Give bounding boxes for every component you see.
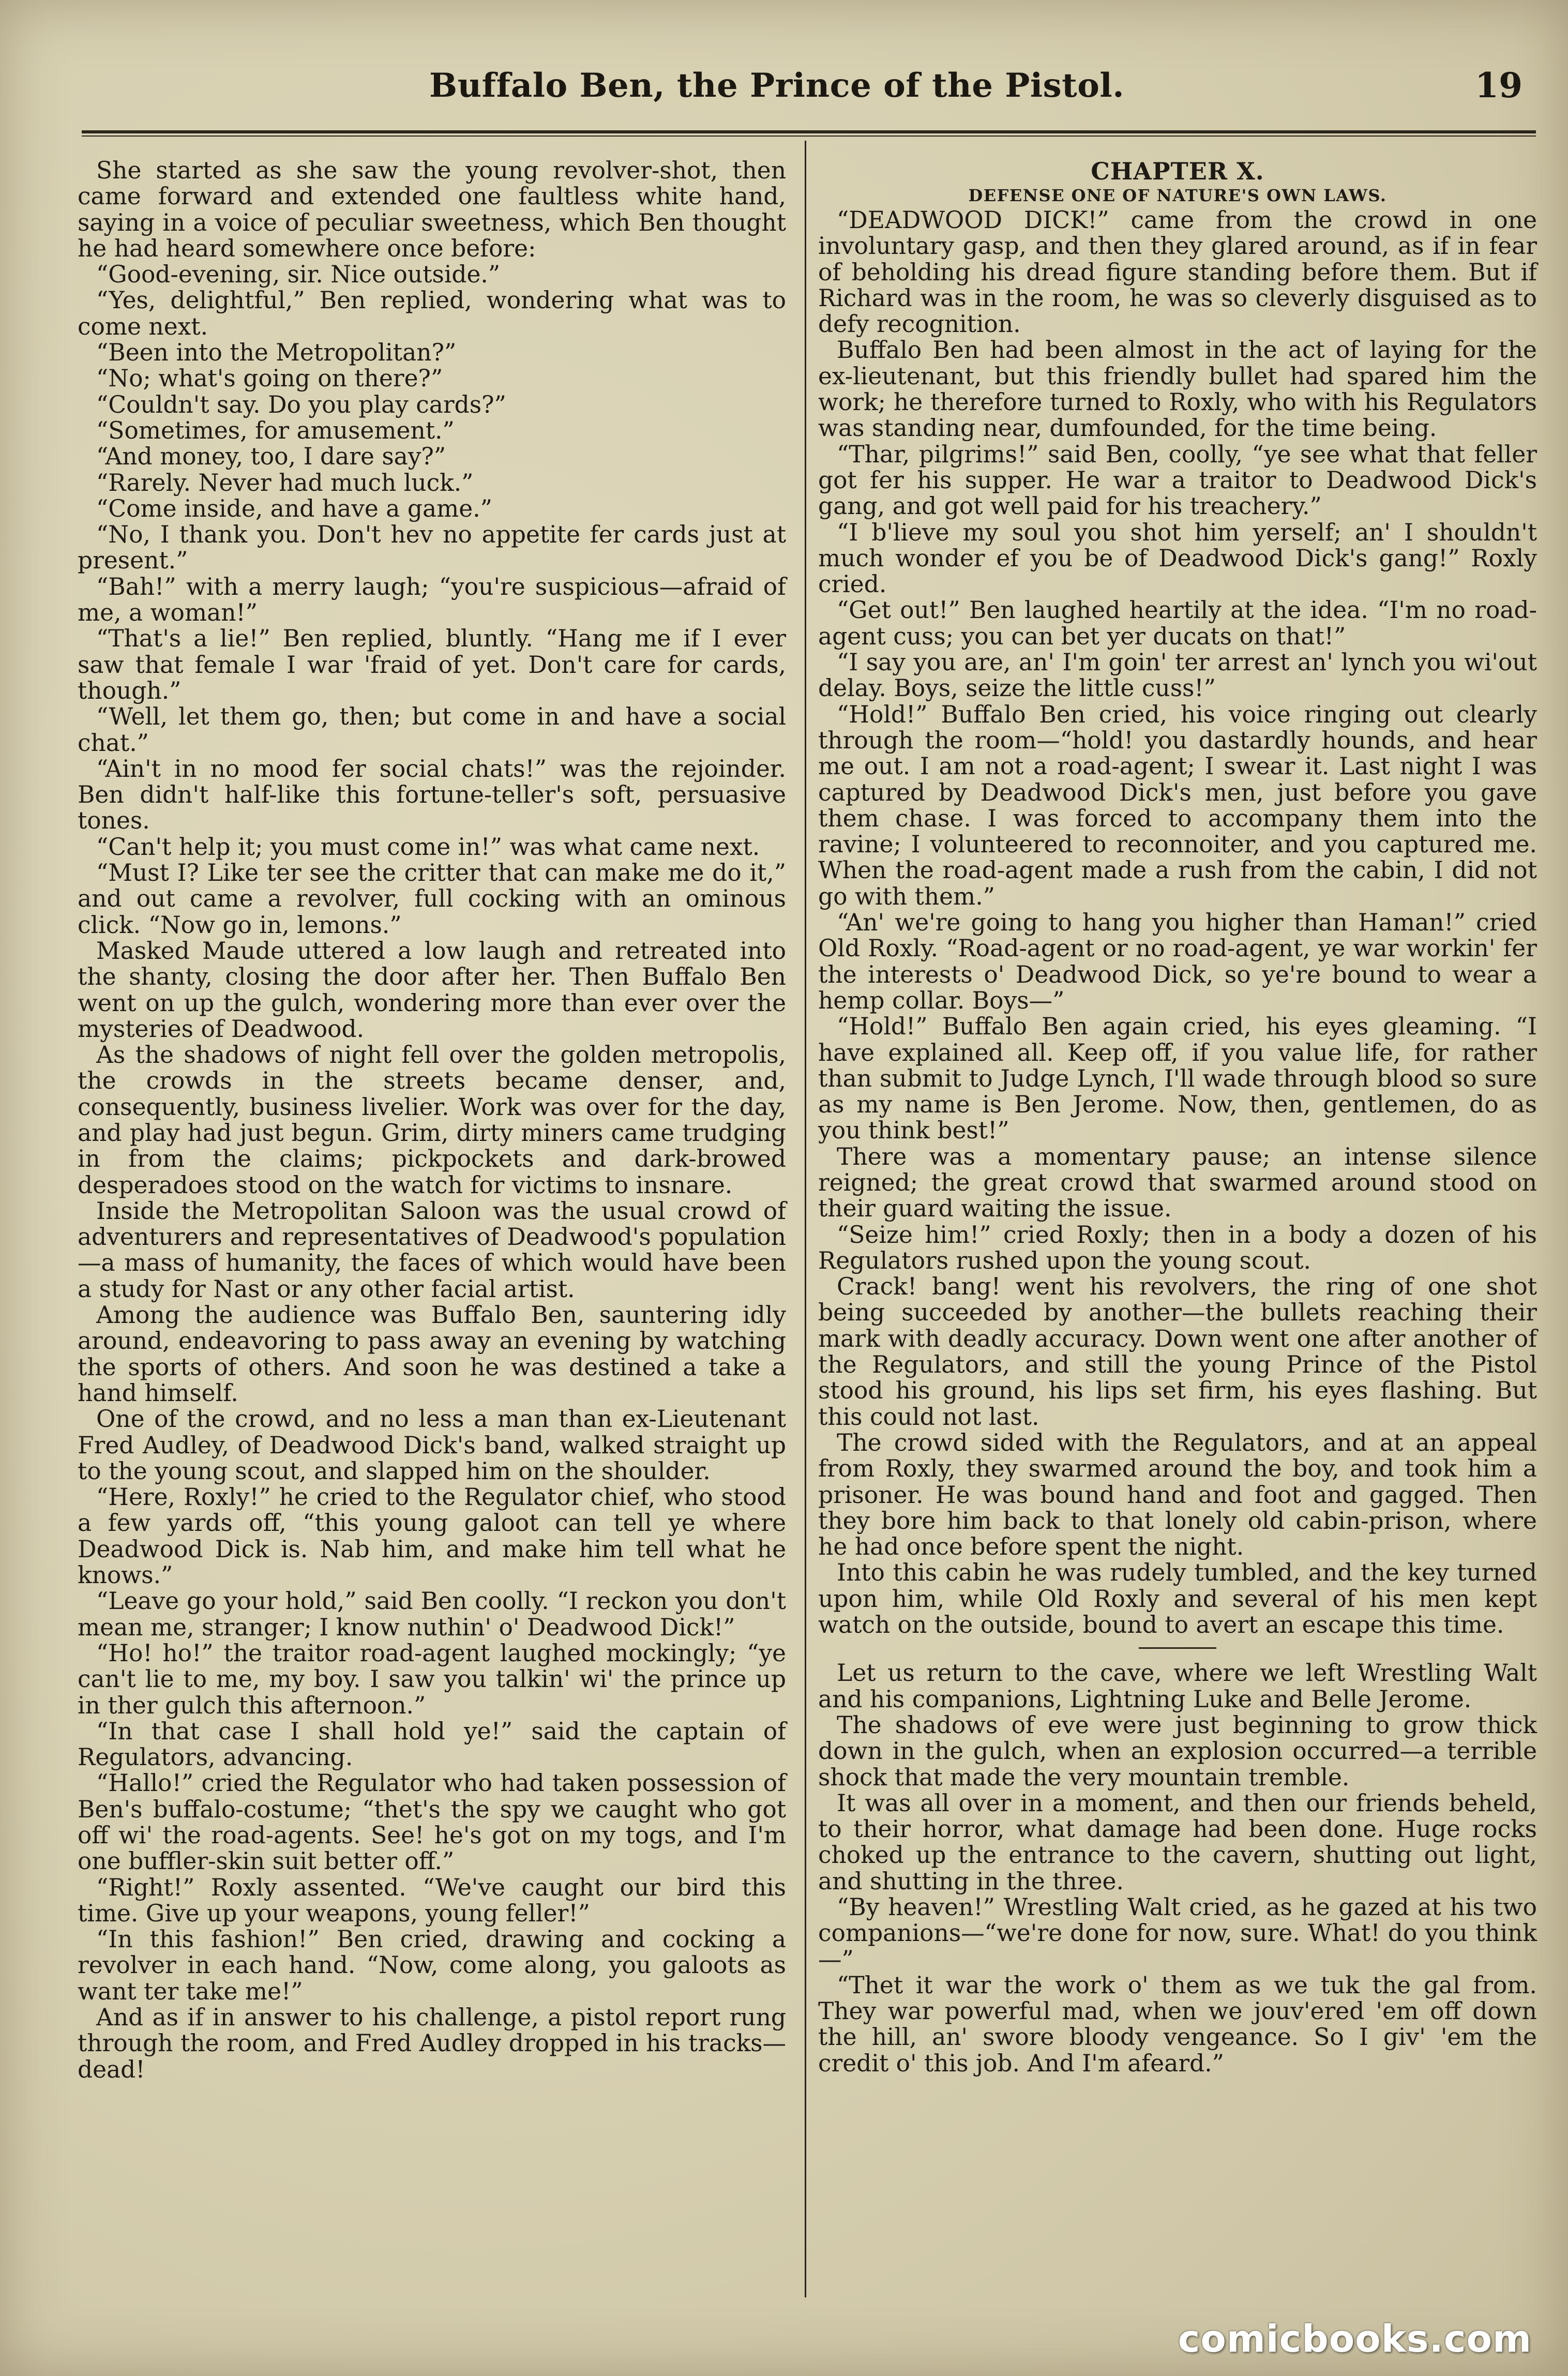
paragraph: As the shadows of night fell over the golden metropolis, the crowds in the streets became denser, and, consequently, business livelier. Work was over for the day, and play had just begun. Grim, dirty miners came trudging in from the claims; pickpockets and dark-browed desperadoes stood on the watch for victims to insnare.: [78, 1041, 786, 1199]
paragraph: “Bah!” with a merry laugh; “you're suspicious—afraid of me, a woman!”: [78, 573, 786, 627]
paragraph: “Must I? Like ter see the critter that can make me do it,” and out came a revolver, full cocking with an ominous click. “Now go in, lemons.”: [78, 859, 786, 939]
chapter-title: CHAPTER X.: [1091, 157, 1264, 185]
paragraph: “Come inside, and have a game.”: [96, 494, 492, 522]
paragraph: She started as she saw the young revolver-shot, then came forward and extended one faultless white hand, saying in a voice of peculiar sweetness, which Ben thought he had heard somewhere once before:: [78, 157, 786, 262]
chapter-subtitle: DEFENSE ONE OF NATURE'S OWN LAWS.: [968, 186, 1387, 205]
paragraph: “In that case I shall hold ye!” said the captain of Regulators, advancing.: [78, 1717, 786, 1771]
paragraph: “I b'lieve my soul you shot him yerself; an' I shouldn't much wonder ef you be of Deadwood Dick's gang!” Roxly cried.: [818, 518, 1537, 598]
paragraph: “No; what's going on there?”: [96, 365, 443, 393]
left-column: [78, 158, 786, 2083]
paragraph: “Been into the Metropolitan?”: [96, 339, 457, 367]
paragraph: Buffalo Ben had been almost in the act of laying for the ex-lieutenant, but this friendly bullet had spared him the work; he therefore turned to Roxly, who with his Regulators was standing near, dumfounded, for the time being.: [818, 336, 1537, 442]
page-number: 19: [1475, 65, 1522, 106]
paragraph: “DEADWOOD DICK!” came from the crowd in one involuntary gasp, and then they glared around, as if in fear of beholding his dread figure standing before them. But if Richard was in the room, he was so cleverly disguised as to defy recognition.: [818, 206, 1537, 338]
paragraph: “Can't help it; you must come in!” was what came next.: [96, 833, 760, 861]
paragraph: “Right!” Roxly assented. “We've caught our bird this time. Give up your weapons, young feller!”: [78, 1873, 786, 1927]
header-rule-thin: [82, 136, 1536, 137]
paragraph: “Rarely. Never had much luck.”: [96, 469, 474, 497]
paragraph: “In this fashion!” Ben cried, drawing and cocking a revolver in each hand. “Now, come along, you galoots as want ter take me!”: [78, 1926, 786, 2005]
paragraph: And as if in answer to his challenge, a pistol report rung through the room, and Fred Audley dropped in his tracks—dead!: [78, 2004, 786, 2083]
column-divider: [805, 141, 806, 2297]
header-rule: [82, 130, 1536, 133]
paragraph: “Seize him!” cried Roxly; then in a body a dozen of his Regulators rushed upon the young scout.: [818, 1221, 1537, 1274]
paragraph: “Hold!” Buffalo Ben again cried, his eyes gleaming. “I have explained all. Keep off, if you value life, for rather than submit to Judge Lynch, I'll wade through blood so sure as my name is Ben Jerome. Now, then, gentlemen, do as you think best!”: [818, 1013, 1537, 1145]
paragraph: The crowd sided with the Regulators, and at an appeal from Roxly, they swarmed around the boy, and took him a prisoner. He was bound hand and foot and gagged. Then they bore him back to that lonely old cabin-prison, where he had once before spent the night.: [818, 1428, 1537, 1561]
paragraph: “Couldn't say. Do you play cards?”: [96, 390, 506, 418]
paragraph: One of the crowd, and no less a man than ex-Lieutenant Fred Audley, of Deadwood Dick's band, walked straight up to the young scout, and slapped him on the shoulder.: [78, 1405, 786, 1485]
paragraph: “And money, too, I dare say?”: [96, 443, 446, 471]
paragraph: Crack! bang! went his revolvers, the ring of one shot being succeeded by another—the bullets reaching their mark with deadly accuracy. Down went one after another of the Regulators, and still the young Prince of the Pistol stood his ground, his lips set firm, his eyes flashing. But this could not last.: [818, 1273, 1537, 1431]
paragraph: “An' we're going to hang you higher than Haman!” cried Old Roxly. “Road-agent or no road-agent, ye war workin' fer the interests o' Deadwood Dick, so ye're bound to wear a hemp collar. Boys—”: [818, 909, 1537, 1014]
paragraph: “That's a lie!” Ben replied, bluntly. “Hang me if I ever saw that female I war 'fraid of yet. Don't care for cards, though.”: [78, 625, 786, 704]
paragraph: “Leave go your hold,” said Ben coolly. “I reckon you don't mean me, stranger; I know nuthin' o' Deadwood Dick!”: [78, 1587, 786, 1641]
paragraph: “Yes, delightful,” Ben replied, wondering what was to come next.: [78, 287, 786, 340]
watermark: comicbooks.com: [1178, 2317, 1532, 2360]
paragraph: “No, I thank you. Don't hev no appetite fer cards just at present.”: [78, 521, 786, 575]
running-head: [78, 61, 1532, 118]
paragraph: “Good-evening, sir. Nice outside.”: [96, 261, 501, 289]
running-title: Buffalo Ben, the Prince of the Pistol.: [429, 66, 1124, 105]
paragraph: “I say you are, an' I'm goin' ter arrest an' lynch you wi'out delay. Boys, seize the little cuss!”: [818, 649, 1537, 702]
paragraph: Into this cabin he was rudely tumbled, and the key turned upon him, while Old Roxly and several of his men kept watch on the outside, bound to avert an escape this time.: [818, 1559, 1537, 1639]
paragraph: Among the audience was Buffalo Ben, sauntering idly around, endeavoring to pass away an evening by watching the sports of others. And soon he was destined a take a hand himself.: [78, 1301, 786, 1407]
section-break-rule: [1139, 1647, 1216, 1649]
paragraph: Masked Maude uttered a low laugh and retreated into the shanty, closing the door after her. Then Buffalo Ben went on up the gulch, wondering more than ever over the mysteries of Deadwood.: [78, 937, 786, 1043]
paragraph: “Sometimes, for amusement.”: [96, 416, 455, 444]
paragraph: “Here, Roxly!” he cried to the Regulator chief, who stood a few yards off, “this young galoot can tell ye where Deadwood Dick is. Nab him, and make him tell what he knows.”: [78, 1483, 786, 1589]
paragraph: “Get out!” Ben laughed heartily at the idea. “I'm no road-agent cuss; you can bet yer ducats on that!”: [818, 596, 1537, 650]
paragraph: There was a momentary pause; an intense silence reigned; the great crowd that swarmed around stood on their guard waiting the issue.: [818, 1142, 1537, 1223]
paragraph: Inside the Metropolitan Saloon was the usual crowd of adventurers and representatives of Deadwood's population—a mass of humanity, the faces of which would have been a study for Nast or any other facial artist.: [78, 1197, 786, 1303]
paragraph: The shadows of eve were just beginning to grow thick down in the gulch, when an explosion occurred—a terrible shock that made the very mountain tremble.: [818, 1711, 1537, 1791]
paragraph: “Thar, pilgrims!” said Ben, coolly, “ye see what that feller got fer his supper. He war a traitor to Deadwood Dick's gang, and got well paid for his treachery.”: [818, 440, 1537, 520]
paragraph: “Hallo!” cried the Regulator who had taken possession of Ben's buffalo-costume; “thet's the spy we caught who got off wi' the road-agents. See! he's got on my togs, and I'm one buffler-skin suit better off.”: [78, 1769, 786, 1875]
paragraph: It was all over in a moment, and then our friends beheld, to their horror, what damage had been done. Huge rocks choked up the entrance to the cavern, shutting out light, and shutting in the three.: [818, 1789, 1537, 1895]
right-column: [818, 158, 1537, 2077]
paragraph: Let us return to the cave, where we left Wrestling Walt and his companions, Lightning Luke and Belle Jerome.: [818, 1659, 1537, 1713]
paragraph: “Thet it war the work o' them as we tuk the gal from. They war powerful mad, when we jouv'ered 'em off down the hill, an' swore bloody vengeance. So I giv' 'em the credit o' this job. And I'm afeard.”: [818, 1971, 1537, 2077]
paragraph: “By heaven!” Wrestling Walt cried, as he gazed at his two companions—“we're done for now, sure. What! do you think—”: [818, 1893, 1537, 1973]
paragraph: “Ho! ho!” the traitor road-agent laughed mockingly; “ye can't lie to me, my boy. I saw you talkin' wi' the prince up in ther gulch this afternoon.”: [78, 1639, 786, 1719]
paragraph: “Hold!” Buffalo Ben cried, his voice ringing out clearly through the room—“hold! you dastardly hounds, and hear me out. I am not a road-agent; I swear it. Last night I was captured by Deadwood Dick's men, just before you gave them chase. I was forced to accompany them into the ravine; I volunteered to reconnoiter, and you captured me. When the road-agent made a rush from the cabin, I did not go with them.”: [818, 700, 1537, 910]
paragraph: “Well, let them go, then; but come in and have a social chat.”: [78, 703, 786, 757]
paragraph: “Ain't in no mood fer social chats!” was the rejoinder. Ben didn't half-like this fortune-teller's soft, persuasive tones.: [78, 755, 786, 835]
